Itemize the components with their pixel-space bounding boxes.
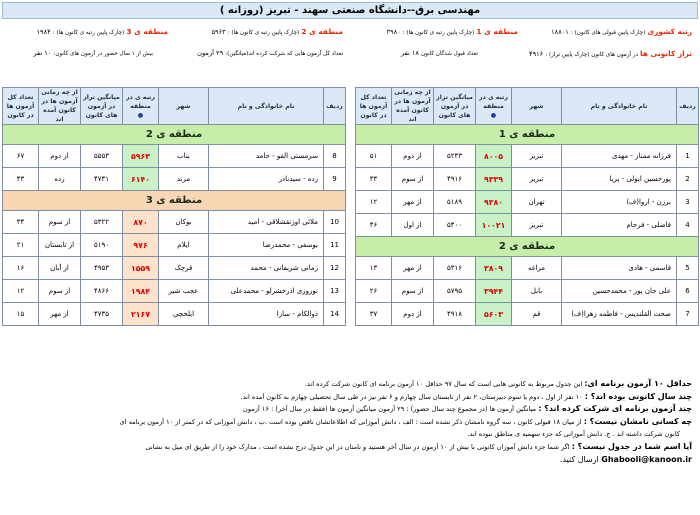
- cell-city: تهران: [512, 191, 562, 214]
- cell-since: از دوم: [392, 303, 434, 326]
- stat-multi-year: بیش از ۱ سال حضور در آزمون های کانون: ۱۰ نفر: [33, 49, 153, 57]
- cell-name: ذوالکام - سارا: [209, 303, 324, 326]
- cell-name: یوسفی - محمدرضا: [209, 234, 324, 257]
- note-missing-names: چه کسانی نامشان نیست؟ : از میان ۱۸ قبولی کانون ، سه گروه نامشان ذکر نشده است : الف ، دانش آموزانی که اطلاعاتشان ناقص بوده است .ب ، دانش آموزانی که در کمتر از ۱۰ آزمون برنامه ای: [119, 416, 692, 426]
- cell-total: ۴۶: [356, 214, 392, 237]
- cell-total: ۳۷: [356, 303, 392, 326]
- cell-name: فرزانه ممتاز - مهدی: [562, 145, 677, 168]
- note-missing-names-cont: کانون شرکت داشته اند . ج. دانش آموزانی که جزء سهمیه ی مناطق نبوده اند.: [467, 430, 680, 439]
- cell-total: ۱۶: [3, 257, 39, 280]
- cell-total: ۵۱: [356, 145, 392, 168]
- region-header-row: [3, 191, 346, 211]
- cell-city: قرچک: [159, 257, 209, 280]
- stat-accepted-count: تعداد قبول شدگان کانون ۱۸ نفر: [400, 49, 478, 57]
- cell-total: ۱۳: [356, 257, 392, 280]
- cell-average: ۵۴۰۰: [434, 214, 476, 237]
- cell-total: ۱۲: [3, 280, 39, 303]
- cell-average: ۴۹۱۶: [434, 168, 476, 191]
- cell-since: از سوم: [392, 280, 434, 303]
- table-row: [356, 145, 699, 168]
- note-not-listed: آیا اسم شما در جدول نیست؟ : اگر شما جزء دانش آموزان کانونی با بیش از ۱۰ آزمون در سال آخر هستید و نامتان در این جدول درج نشده است ، مدارک خود را از طریق ای میل به نشانی: [145, 441, 692, 451]
- cell-rank: ۱۹۸۴: [123, 280, 159, 303]
- cell-since: از اول: [392, 214, 434, 237]
- cell-since: از تابستان: [39, 234, 81, 257]
- footer-contact: Ghabooli@kanoon.ir ارسال کنید.: [559, 454, 692, 464]
- cell-average: ۵۲۴۳: [434, 145, 476, 168]
- cell-since: از سوم: [39, 211, 81, 234]
- cell-row-number: 5: [677, 257, 699, 280]
- header-total: تعداد کل آزمون ها در کانون: [356, 88, 392, 125]
- cell-name: فاضلی - فرجام: [562, 214, 677, 237]
- cell-city: تبریز: [512, 214, 562, 237]
- region-title: منطقه ی 1: [356, 125, 699, 145]
- cell-average: ۵۱۸۹: [434, 191, 476, 214]
- cell-row-number: 2: [677, 168, 699, 191]
- note-years: چند سال کانونی بوده اند؟ : ۱۰ نفر از اول ، دوم یا سوم دبیرستان، ۲ نفر از تابستان سال چهارم و ۶ نفر نیز در طی سال تحصیلی چهارم به کانون آمده اند.: [240, 391, 692, 401]
- cell-since: از مهر: [39, 303, 81, 326]
- table-row: [3, 168, 346, 191]
- cell-city: ایلخچی: [159, 303, 209, 326]
- stat-region-2: منطقه ی 2 (چارک پایین رتبه ی کانون ها) : ۵۹۶۳: [211, 27, 343, 36]
- header-since: از چه زمانی آزمون ها در کانون آمده اند: [392, 88, 434, 125]
- cell-rank: ۲۱۶۷: [123, 303, 159, 326]
- header-total: تعداد کل آزمون ها در کانون: [3, 88, 39, 125]
- cell-row-number: 9: [324, 168, 346, 191]
- cell-since: رده: [39, 168, 81, 191]
- table-row: [3, 303, 346, 326]
- cell-average: ۵۷۹۵: [434, 280, 476, 303]
- cell-total: ۴۳: [3, 168, 39, 191]
- cell-since: از سوم: [39, 280, 81, 303]
- cell-average: ۴۸۶۶: [81, 280, 123, 303]
- table-row: [356, 168, 699, 191]
- note-min-exams: حداقل ۱۰ آزمون برنامه ای: این جدول مربوط به کانونی هایی است که سال ۹۷ حداقل ۱۰ آزمون برنامه ای کانون شرکت کرده اند.: [304, 379, 692, 388]
- cell-average: ۴۷۳۵: [81, 303, 123, 326]
- cell-name: ملائی اوزنقشلاقی - امید: [209, 211, 324, 234]
- cell-row-number: 1: [677, 145, 699, 168]
- note-exam-count: چند آزمون برنامه ای شرکت کرده اند؟ : میانگین آزمون ها (در مجموع چند سال حضور) : ۲۹ آزمون میانگین آزمون ها (فقط در سال آخر) : ۱۶ آزمون: [243, 404, 692, 414]
- cell-row-number: 11: [324, 234, 346, 257]
- table-row: [356, 257, 699, 280]
- cell-row-number: 12: [324, 257, 346, 280]
- header-average: میانگین تراز در آزمون های کانون: [81, 88, 123, 125]
- summary-stats: [2, 24, 698, 70]
- cell-city: بابل: [512, 280, 562, 303]
- stat-exam-count: تعداد کل آزمون هایی که شرکت کرده اند(میانگین): ۲۹ آزمون: [197, 49, 343, 57]
- cell-name: سرمستی الفو - حامد: [209, 145, 324, 168]
- cell-since: از مهر: [392, 191, 434, 214]
- cell-city: ایلام: [159, 234, 209, 257]
- cell-since: از دوم: [392, 145, 434, 168]
- cell-average: ۴۹۵۳: [81, 257, 123, 280]
- cell-name: نوروزی اذرخشرلو - محمدعلی: [209, 280, 324, 303]
- table-row: [3, 234, 346, 257]
- stat-kanoon-score: تراز کانونی ها در آزمون های کانون (چارک پایین تراز) : ۴۹۱۶: [529, 49, 692, 58]
- region-title: منطقه ی 2: [356, 237, 699, 257]
- cell-rank: ۹۷۶: [123, 234, 159, 257]
- cell-rank: ۶۱۴۰: [123, 168, 159, 191]
- cell-name: پورحسین ایولی - پریا: [562, 168, 677, 191]
- cell-since: از مهر: [392, 257, 434, 280]
- header-row-number: ردیف: [324, 88, 346, 125]
- header-city: شهر: [159, 88, 209, 125]
- cell-average: ۴۹۱۸: [434, 303, 476, 326]
- header-since: از چه زمانی آزمون ها در کانون آمده اند: [39, 88, 81, 125]
- cell-name: علی جان پور - محمدحسین: [562, 280, 677, 303]
- cell-city: تبریز: [512, 145, 562, 168]
- cell-rank: ۱۰۰۲۱: [476, 214, 512, 237]
- cell-row-number: 4: [677, 214, 699, 237]
- cell-city: مراغه: [512, 257, 562, 280]
- cell-rank: ۸۷۰: [123, 211, 159, 234]
- stat-region-3: منطقه ی 3 (چارک پایین رتبه ی کانون ها) : ۱۹۸۴: [36, 27, 168, 36]
- cell-row-number: 14: [324, 303, 346, 326]
- cell-rank: ۵۹۶۳: [123, 145, 159, 168]
- cell-city: بناب: [159, 145, 209, 168]
- contact-email[interactable]: Ghabooli@kanoon.ir: [601, 454, 692, 464]
- region-header-row: [356, 237, 699, 257]
- table-row: [356, 303, 699, 326]
- cell-average: ۵۵۵۳: [81, 145, 123, 168]
- region-header-row: [356, 125, 699, 145]
- cell-rank: ۸۰۰۵: [476, 145, 512, 168]
- table-row: [356, 280, 699, 303]
- cell-since: از آبان: [39, 257, 81, 280]
- cell-row-number: 13: [324, 280, 346, 303]
- cell-rank: ۹۳۳۹: [476, 168, 512, 191]
- cell-rank: ۹۳۸۰: [476, 191, 512, 214]
- cell-city: عجب شیر: [159, 280, 209, 303]
- cell-total: ۱۲: [356, 191, 392, 214]
- table-row: [356, 214, 699, 237]
- cell-name: رده - سیدنادر: [209, 168, 324, 191]
- cell-total: ۲۱: [3, 234, 39, 257]
- header-rank: رتبه ی در منطقه ●: [476, 88, 512, 125]
- cell-name: قاسمی - هادی: [562, 257, 677, 280]
- table-row: [3, 257, 346, 280]
- header-name: نام خانوادگی و نام: [209, 88, 324, 125]
- table-row: [3, 280, 346, 303]
- cell-since: از سوم: [392, 168, 434, 191]
- page-title: مهندسی برق--دانشگاه صنعتی سهند - تبریز (روزانه ): [2, 2, 698, 19]
- results-table-left: [2, 87, 346, 326]
- cell-average: ۵۳۲۲: [81, 211, 123, 234]
- cell-name: برزن - اروا(ف): [562, 191, 677, 214]
- stat-region-1: منطقه ی 1 (چارک پایین رتبه ی کانون ها) : ۳۹۸۰: [386, 27, 518, 36]
- cell-average: ۴۷۳۱: [81, 168, 123, 191]
- header-city: شهر: [512, 88, 562, 125]
- cell-city: قم: [512, 303, 562, 326]
- region-header-row: [3, 125, 346, 145]
- cell-name: زمانی شریفانی - محمد: [209, 257, 324, 280]
- table-row: [3, 145, 346, 168]
- cell-total: ۶۷: [3, 145, 39, 168]
- header-average: میانگین تراز در آزمون های کانون: [434, 88, 476, 125]
- stat-national-rank: رتبه کشوری (چارک پایین قبولی های کانون) : ۱۸۸۰۱: [551, 27, 692, 36]
- cell-city: تبریز: [512, 168, 562, 191]
- cell-row-number: 10: [324, 211, 346, 234]
- header-row-number: ردیف: [677, 88, 699, 125]
- cell-average: ۵۳۱۶: [434, 257, 476, 280]
- cell-total: ۲۶: [356, 280, 392, 303]
- cell-total: ۳۳: [356, 168, 392, 191]
- cell-city: مرند: [159, 168, 209, 191]
- cell-name: صحت القلندیس - فاطمه زهرا(ف): [562, 303, 677, 326]
- cell-row-number: 3: [677, 191, 699, 214]
- region-title: منطقه ی 2: [3, 125, 346, 145]
- cell-row-number: 6: [677, 280, 699, 303]
- results-table-right: [355, 87, 699, 326]
- cell-average: ۵۱۹۰: [81, 234, 123, 257]
- cell-row-number: 7: [677, 303, 699, 326]
- cell-rank: ۵۶۰۳: [476, 303, 512, 326]
- header-rank: رتبه ی در منطقه ●: [123, 88, 159, 125]
- cell-total: ۱۵: [3, 303, 39, 326]
- cell-city: بوکان: [159, 211, 209, 234]
- table-row: [356, 191, 699, 214]
- table-row: [3, 211, 346, 234]
- cell-rank: ۳۹۴۴: [476, 280, 512, 303]
- cell-row-number: 8: [324, 145, 346, 168]
- cell-rank: ۱۵۵۹: [123, 257, 159, 280]
- region-title: منطقه ی 3: [3, 191, 346, 211]
- header-name: نام خانوادگی و نام: [562, 88, 677, 125]
- cell-since: از دوم: [39, 145, 81, 168]
- cell-total: ۳۴: [3, 211, 39, 234]
- notes-section: [2, 378, 698, 508]
- cell-rank: ۳۸۰۹: [476, 257, 512, 280]
